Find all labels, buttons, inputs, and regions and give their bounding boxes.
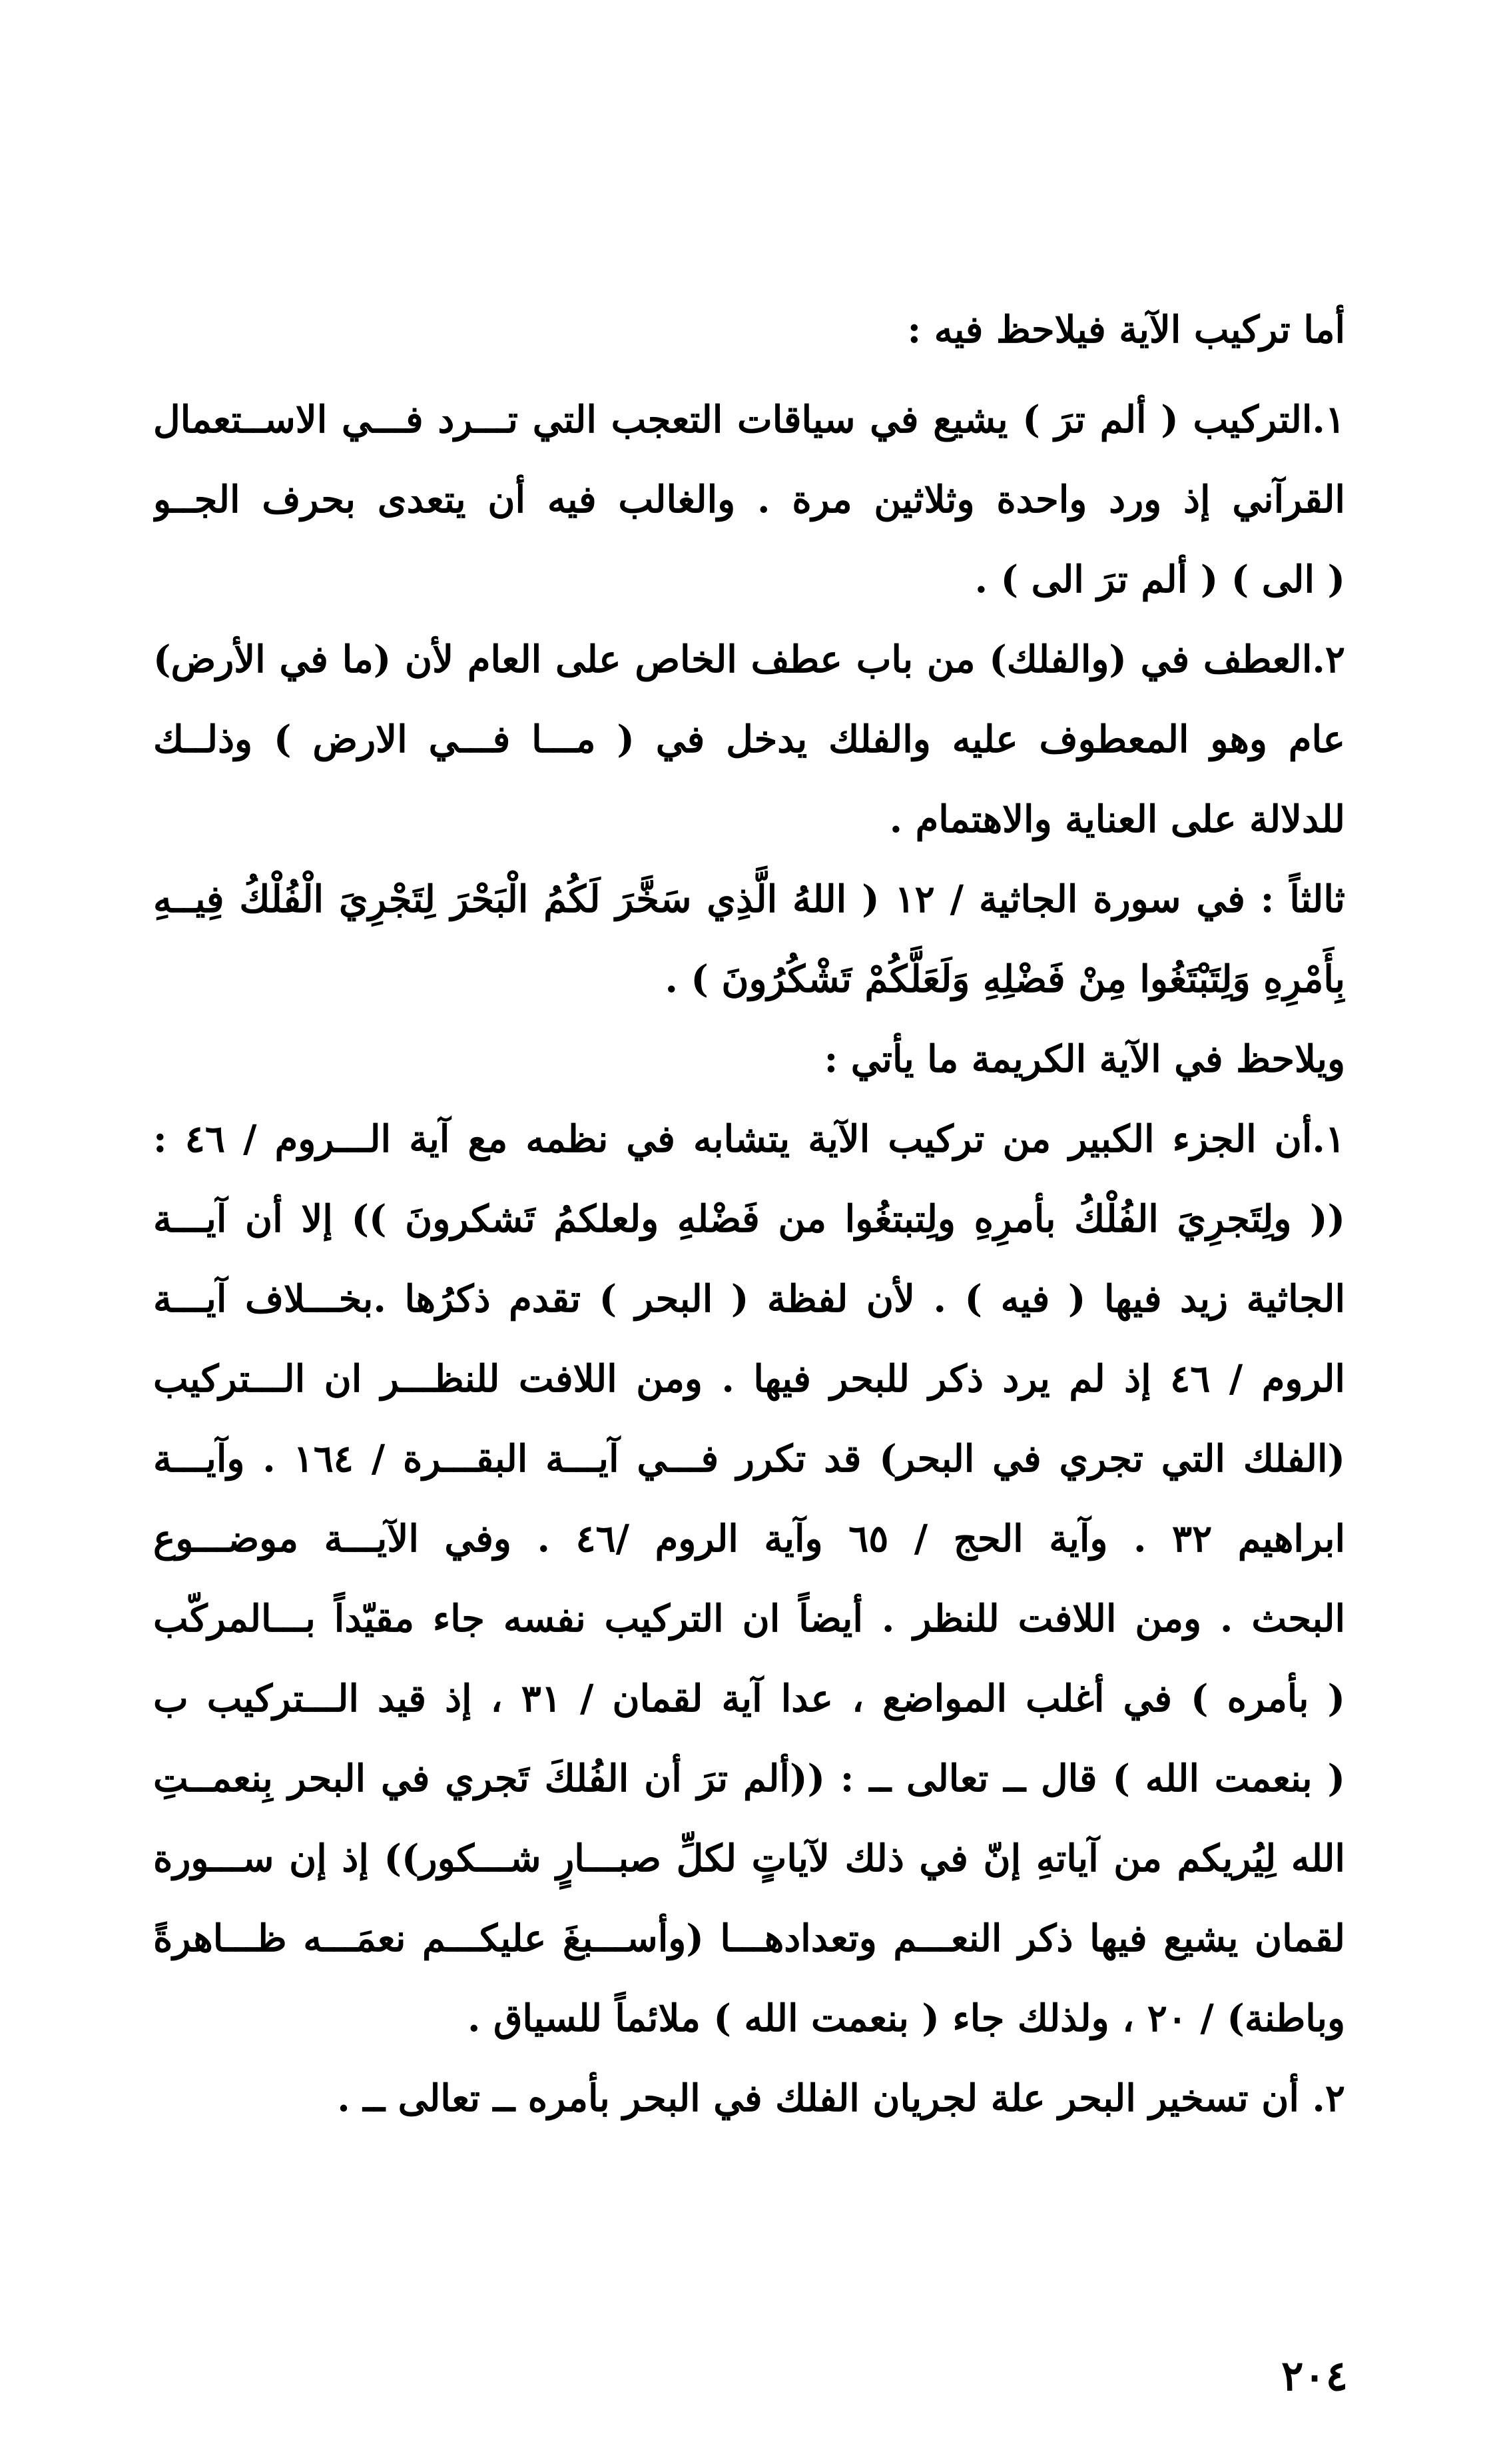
text-line-14: (الفلك التي تجري في البحر) قد تكرر فـــي آيـــة البقـــرة / ١٦٤ . وآيـــة	[153, 1437, 1345, 1481]
text-line-21: وباطنة) / ٢٠ ، ولذلك جاء ( بنعمت الله ) ملائماً للسياق .	[467, 1996, 1345, 2040]
page-number: ٢٠٤	[1281, 2351, 1348, 2400]
text-line-18: ( بنعمت الله ) قال ــ تعالى ــ : ((ألم ترَ أن الفُلكَ تَجري في البحر بِنعمــتِ	[153, 1757, 1345, 1801]
text-line-22: ٢. أن تسخير البحر علة لجريان الفلك في البحر بأمره ــ تعالى ــ .	[337, 2076, 1345, 2120]
section-heading: أما تركيب الآية فيلاحظ فيه :	[907, 308, 1345, 352]
text-line-20: لقمان يشيع فيها ذكر النعـــم وتعدادهـــا (وأســـبغَ عليكـــم نعمَـــه ظـــاهرةً	[153, 1916, 1345, 1960]
text-line-13: الروم / ٤٦ إذ لم يرد ذكر للبحر فيها . ومن اللافت للنظـــر ان الـــتركيب	[153, 1357, 1345, 1401]
text-line-5: عام وهو المعطوف عليه والفلك يدخل في ( مـــا فـــي الارض ) وذلــك	[153, 717, 1345, 761]
text-line-2: القرآني إذ ورد واحدة وثلاثين مرة . والغالب فيه أن يتعدى بحرف الجــو	[153, 478, 1345, 522]
text-line-12: الجاثية زيد فيها ( فيه ) . لأن لفظة ( البحر ) تقدم ذكرُها .بخـــلاف آيـــة	[153, 1277, 1345, 1321]
text-line-3: ( الى ) ( ألم ترَ الى ) .	[974, 558, 1345, 602]
text-line-10: ١.أن الجزء الكبير من تركيب الآية يتشابه في نظمه مع آية الـــروم / ٤٦ :	[153, 1117, 1345, 1161]
text-line-1: ١.التركيب ( ألم ترَ ) يشيع في سياقات التعجب التي تـــرد فـــي الاســتعمال	[153, 398, 1345, 442]
text-line-15: ابراهيم ٣٢ . وآية الحج / ٦٥ وآية الروم /٤٦ . وفي الآيـــة موضـــوع	[153, 1517, 1345, 1561]
text-line-7: ثالثاً : في سورة الجاثية / ١٢ ( اللهُ الَّذِي سَخَّرَ لَكُمُ الْبَحْرَ لِتَجْرِيَ الْفُلْكُ فِيــهِ	[153, 877, 1345, 921]
text-line-17: ( بأمره ) في أغلب المواضع ، عدا آية لقمان / ٣١ ، إذ قيد الـــتركيب ب	[153, 1677, 1345, 1721]
text-line-9: ويلاحظ في الآية الكريمة ما يأتي :	[824, 1037, 1345, 1081]
text-line-16: البحث . ومن اللافت للنظر . أيضاً ان التركيب نفسه جاء مقيّداً بـــالمركّب	[153, 1597, 1345, 1641]
text-line-6: للدلالة على العناية والاهتمام .	[889, 797, 1345, 841]
text-line-11: (( ولِتَجرِيَ الفُلْكُ بأمرِهِ ولِتبتغُوا من فَضْلهِ ولعلكمُ تَشكرونَ )) إلا أن آيـــة	[153, 1197, 1345, 1241]
text-line-19: الله لِيُريكم من آياتهِ إنّ في ذلك لآياتٍ لكلِّ صبـــارٍ شـــكور)) إذ إن ســـورة	[153, 1837, 1345, 1880]
text-line-4: ٢.العطف في (والفلك) من باب عطف الخاص على العام لأن (ما في الأرض)	[153, 637, 1345, 681]
text-line-8: بِأَمْرِهِ وَلِتَبْتَغُوا مِنْ فَضْلِهِ وَلَعَلَّكُمْ تَشْكُرُونَ ) .	[665, 957, 1345, 1001]
document-page	[153, 280, 1345, 2345]
